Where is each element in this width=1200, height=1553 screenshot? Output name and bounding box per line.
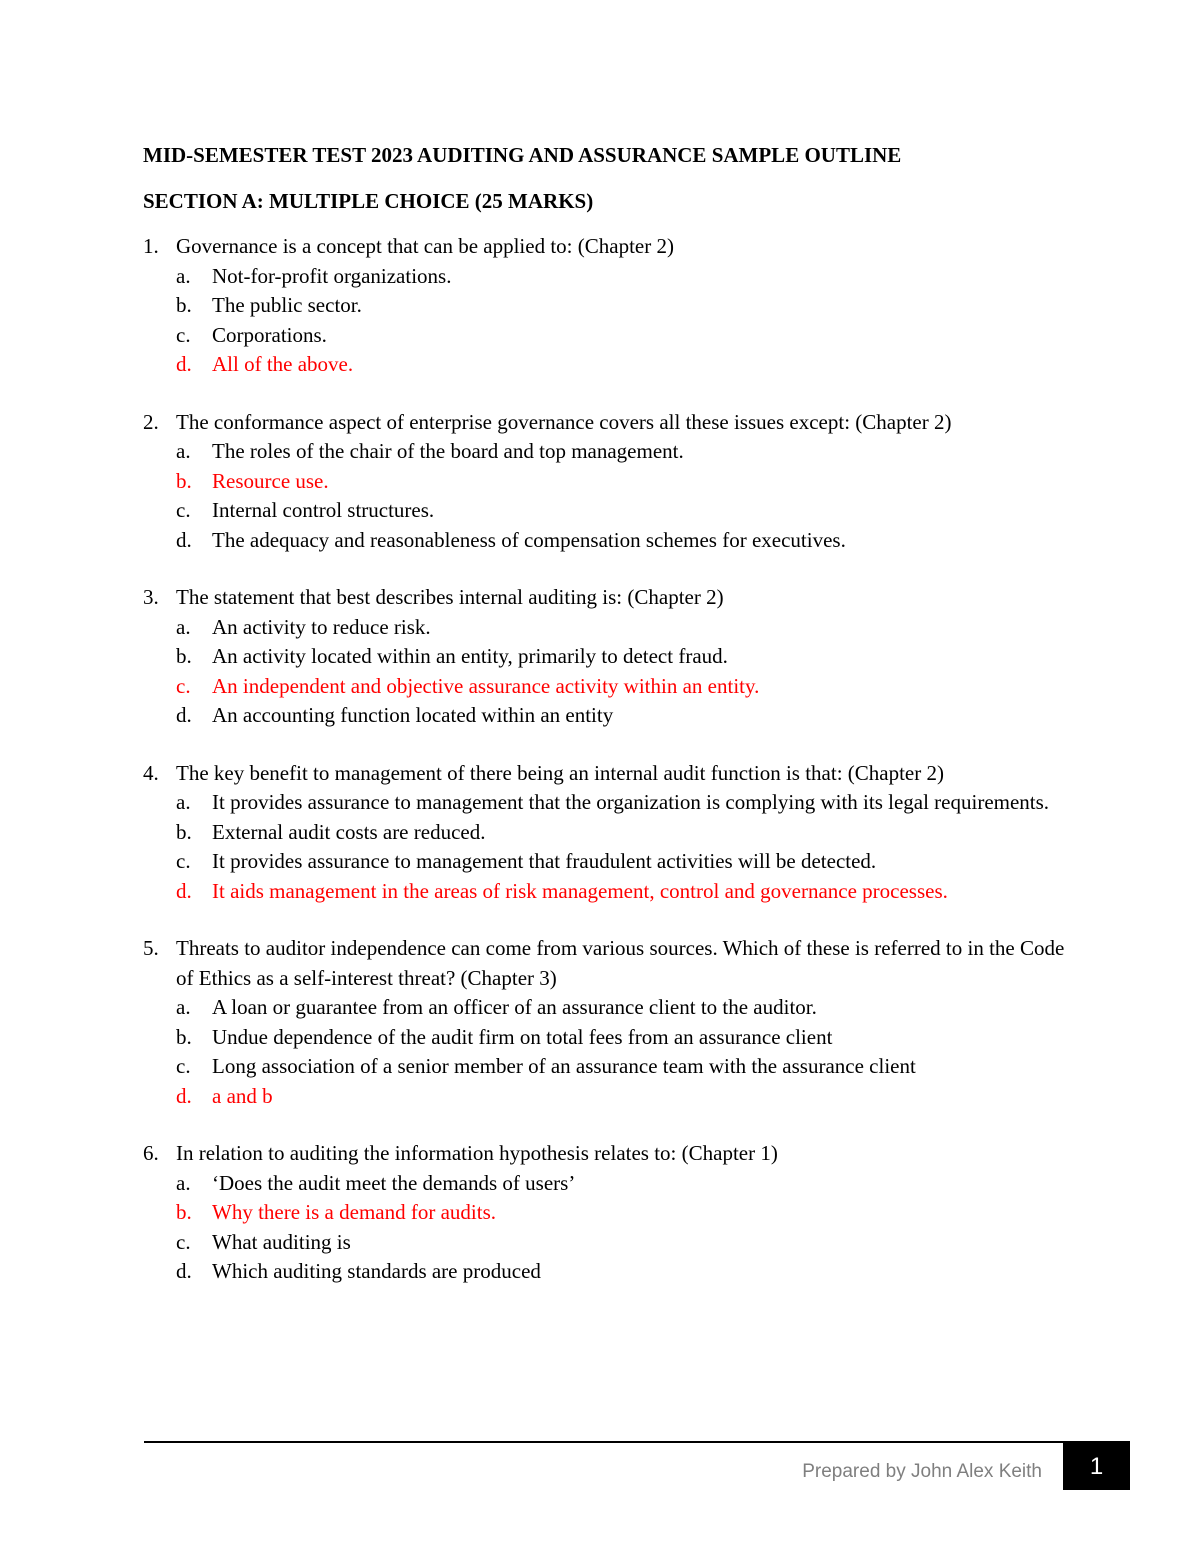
page-number: 1 (1089, 1452, 1104, 1480)
option-text: Internal control structures. (212, 498, 435, 522)
question-stem (143, 232, 1083, 262)
question-number: 3. (143, 585, 159, 609)
question-text: Governance is a concept that can be applied to: (Chapter 2) (176, 234, 674, 258)
page-number-badge (1063, 1443, 1130, 1490)
option-letter: d. (176, 703, 192, 727)
option-letter: d. (176, 1259, 192, 1283)
option-text: It aids management in the areas of risk management, control and governance processes. (212, 878, 948, 903)
question-list (143, 232, 1083, 1315)
question-text: The key benefit to management of there being an internal audit function is that: (Chapter 2) (176, 760, 944, 785)
option-letter: d. (176, 352, 192, 376)
option-letter: a. (176, 614, 191, 639)
option-text: Undue dependence of the audit firm on total fees from an assurance client (212, 1024, 833, 1049)
option-letter: c. (176, 1229, 191, 1254)
section-heading: SECTION A: MULTIPLE CHOICE (25 MARKS) (143, 189, 594, 213)
question-item (143, 583, 1083, 731)
document-title: MID-SEMESTER TEST 2023 AUDITING AND ASSURANCE SAMPLE OUTLINE (143, 143, 902, 167)
option-letter: a. (176, 1170, 191, 1195)
answer-option-correct (143, 672, 1083, 702)
answer-option (143, 642, 1083, 672)
answer-option (143, 437, 1083, 467)
option-text: Not-for-profit organizations. (212, 263, 452, 288)
option-text: Resource use. (212, 468, 329, 493)
option-text: An independent and objective assurance activity within an entity. (212, 673, 760, 698)
option-letter: c. (176, 322, 191, 347)
question-text: In relation to auditing the information hypothesis relates to: (Chapter 1) (176, 1141, 778, 1165)
answer-option (143, 496, 1083, 526)
answer-option (143, 1228, 1083, 1258)
question-stem (143, 408, 1083, 438)
option-text: Corporations. (212, 322, 327, 347)
question-number: 2. (143, 409, 159, 434)
question-stem (143, 1139, 1083, 1169)
option-text: Which auditing standards are produced (212, 1259, 541, 1283)
answer-option (143, 291, 1083, 321)
answer-option-correct (143, 350, 1083, 380)
answer-option (143, 818, 1083, 848)
option-letter: d. (176, 1083, 192, 1108)
option-text: A loan or guarantee from an officer of an assurance client to the auditor. (212, 995, 817, 1019)
option-text: The roles of the chair of the board and top management. (212, 439, 684, 463)
question-text: The statement that best describes internal auditing is: (Chapter 2) (176, 585, 724, 609)
option-text: Long association of a senior member of an assurance team with the assurance client (212, 1054, 916, 1078)
option-letter: c. (176, 673, 191, 698)
answer-option (143, 701, 1083, 731)
option-letter: b. (176, 293, 192, 317)
answer-option (143, 1257, 1083, 1287)
question-item (143, 232, 1083, 380)
question-stem (143, 934, 1083, 993)
option-letter: c. (176, 1054, 191, 1078)
answer-option (143, 262, 1083, 292)
option-letter: b. (176, 468, 192, 493)
answer-option-correct (143, 877, 1083, 907)
option-text: ‘Does the audit meet the demands of users’ (212, 1170, 576, 1195)
answer-option (143, 788, 1083, 818)
option-letter: a. (176, 995, 191, 1019)
answer-option (143, 321, 1083, 351)
option-letter: d. (176, 527, 192, 552)
option-text: It provides assurance to management that fraudulent activities will be detected. (212, 849, 877, 873)
option-text: What auditing is (212, 1229, 351, 1254)
question-item (143, 934, 1083, 1111)
option-letter: b. (176, 644, 192, 668)
question-text: Threats to auditor independence can come from various sources. Which of these is referred to in the Code of Ethics as a self-interest threat? (Chapter 3) (176, 936, 1065, 990)
option-letter: a. (176, 263, 191, 288)
question-item (143, 1139, 1083, 1287)
option-text: An activity to reduce risk. (212, 614, 431, 639)
footer-prepared-by: Prepared by John Alex Keith (802, 1461, 1042, 1482)
question-item (143, 759, 1083, 907)
option-letter: a. (176, 790, 191, 814)
option-letter: b. (176, 819, 192, 844)
question-text: The conformance aspect of enterprise governance covers all these issues except: (Chapter 2) (176, 409, 952, 434)
answer-option (143, 847, 1083, 877)
option-text: An activity located within an entity, primarily to detect fraud. (212, 644, 728, 668)
option-text: The adequacy and reasonableness of compensation schemes for executives. (212, 527, 846, 552)
option-text: The public sector. (212, 293, 362, 317)
question-number: 5. (143, 936, 159, 960)
answer-option (143, 1052, 1083, 1082)
option-letter: c. (176, 498, 191, 522)
option-letter: c. (176, 849, 191, 873)
footer-divider (144, 1441, 1130, 1443)
question-number: 6. (143, 1141, 159, 1165)
answer-option-correct (143, 1198, 1083, 1228)
answer-option (143, 613, 1083, 643)
answer-option (143, 526, 1083, 556)
answer-option (143, 1023, 1083, 1053)
question-stem (143, 583, 1083, 613)
option-text: All of the above. (212, 352, 354, 376)
question-item (143, 408, 1083, 556)
question-number: 4. (143, 760, 159, 785)
option-letter: d. (176, 878, 192, 903)
answer-option-correct (143, 467, 1083, 497)
option-text: Why there is a demand for audits. (212, 1200, 496, 1224)
option-text: It provides assurance to management that the organization is complying with its legal requirements. (212, 790, 1050, 814)
question-stem (143, 759, 1083, 789)
option-text: a and b (212, 1083, 273, 1108)
question-number: 1. (143, 234, 159, 258)
option-letter: b. (176, 1200, 192, 1224)
option-text: External audit costs are reduced. (212, 819, 486, 844)
answer-option (143, 993, 1083, 1023)
option-text: An accounting function located within an entity (212, 703, 614, 727)
answer-option-correct (143, 1082, 1083, 1112)
option-letter: a. (176, 439, 191, 463)
answer-option (143, 1169, 1083, 1199)
option-letter: b. (176, 1024, 192, 1049)
